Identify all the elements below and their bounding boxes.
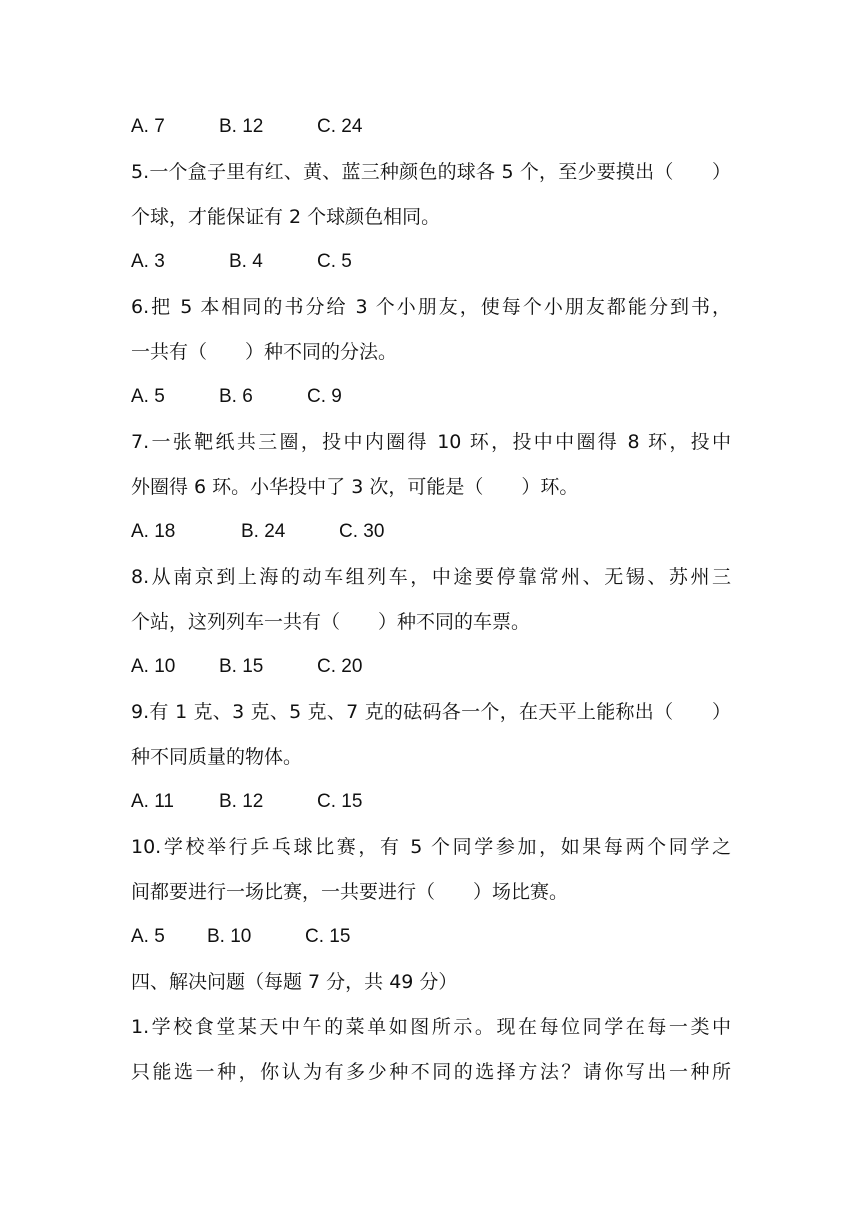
q7-text-line2: 外圈得 6 环。小华投中了 3 次，可能是（ ）环。 xyxy=(131,476,579,498)
q10-option-c: C. 15 xyxy=(305,926,351,947)
q10-option-b: B. 10 xyxy=(207,926,252,947)
q5-option-c: C. 5 xyxy=(317,251,352,272)
q5-option-a: A. 3 xyxy=(131,251,165,272)
q5-text-line1: 5.一个盒子里有红、黄、蓝三种颜色的球各 5 个，至少要摸出（ ） xyxy=(131,161,731,183)
q4-option-a: A. 7 xyxy=(131,116,165,137)
q7-option-c: C. 30 xyxy=(339,521,385,542)
q4-option-c: C. 24 xyxy=(317,116,363,137)
q10-text-line2: 间都要进行一场比赛，一共要进行（ ）场比赛。 xyxy=(131,881,569,903)
q8-option-c: C. 20 xyxy=(317,656,363,677)
q8-option-b: B. 15 xyxy=(219,656,264,677)
q6-option-c: C. 9 xyxy=(307,386,342,407)
q4-option-b: B. 12 xyxy=(219,116,264,137)
q9-text-line1: 9.有 1 克、3 克、5 克、7 克的砝码各一个，在天平上能称出（ ） xyxy=(131,701,731,723)
q9-option-a: A. 11 xyxy=(131,791,174,812)
problem1-text-line2: 只能选一种，你认为有多少种不同的选择方法？请你写出一种所 xyxy=(131,1061,731,1083)
q9-option-c: C. 15 xyxy=(317,791,363,812)
q7-text-line1: 7.一张靶纸共三圈，投中内圈得 10 环，投中中圈得 8 环，投中 xyxy=(131,431,731,453)
q8-text-line1: 8.从南京到上海的动车组列车，中途要停靠常州、无锡、苏州三 xyxy=(131,566,731,588)
q8-text-line2: 个站，这列列车一共有（ ）种不同的车票。 xyxy=(131,611,531,633)
q6-text-line2: 一共有（ ）种不同的分法。 xyxy=(131,341,398,363)
q5-text-line2: 个球，才能保证有 2 个球颜色相同。 xyxy=(131,206,441,228)
section-heading: 四、解决问题（每题 7 分，共 49 分） xyxy=(131,971,458,993)
q9-text-line2: 种不同质量的物体。 xyxy=(131,746,303,768)
q5-option-b: B. 4 xyxy=(229,251,263,272)
q8-option-a: A. 10 xyxy=(131,656,176,677)
q7-option-b: B. 24 xyxy=(241,521,286,542)
q10-text-line1: 10.学校举行乒乓球比赛，有 5 个同学参加，如果每两个同学之 xyxy=(131,836,731,858)
problem1-text-line1: 1.学校食堂某天中午的菜单如图所示。现在每位同学在每一类中 xyxy=(131,1016,731,1038)
q6-text-line1: 6.把 5 本相同的书分给 3 个小朋友，使每个小朋友都能分到书， xyxy=(131,296,731,318)
q6-option-a: A. 5 xyxy=(131,386,165,407)
q7-option-a: A. 18 xyxy=(131,521,176,542)
q6-option-b: B. 6 xyxy=(219,386,253,407)
q10-option-a: A. 5 xyxy=(131,926,165,947)
q9-option-b: B. 12 xyxy=(219,791,264,812)
